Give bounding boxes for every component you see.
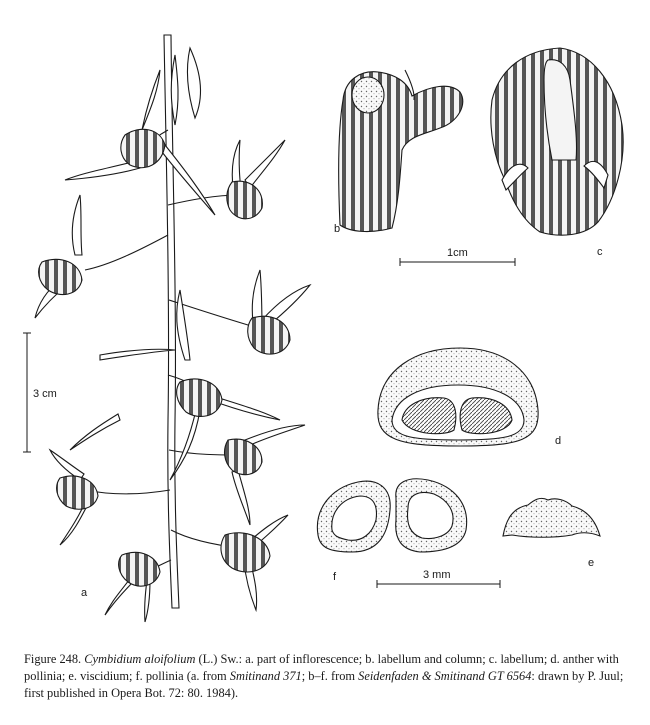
caption-figure-number: Figure 248. <box>24 652 85 666</box>
caption-collection-2: Seidenfaden & Smitinand GT 6564 <box>358 669 532 683</box>
viscidium-drawing <box>503 498 600 537</box>
panel-label-b: b <box>334 223 341 235</box>
scale-bar-labellum <box>400 258 515 266</box>
caption-text-3: : drawn by P. Juul; first published in Opera Bot. 72: 80. 1984). <box>24 669 624 700</box>
inflorescence-drawing <box>35 35 310 622</box>
scale-label-stem: 3 cm <box>33 388 57 400</box>
caption-collection-1: Smitinand 371 <box>229 669 302 683</box>
scale-bar-stem <box>23 333 31 452</box>
panel-label-a: a <box>81 587 88 599</box>
scale-label-labellum: 1cm <box>447 247 468 259</box>
panel-label-e: e <box>588 557 595 569</box>
caption-text-2: ; b–f. from <box>301 669 359 683</box>
labellum-column-drawing <box>339 70 463 232</box>
panel-label-d: d <box>555 435 562 447</box>
pollinia-drawing <box>317 479 466 552</box>
labellum-drawing <box>491 48 623 235</box>
scale-bar-pollinia <box>377 580 500 588</box>
panel-label-f: f <box>333 571 337 583</box>
caption-species-name: Cymbidium aloifolium <box>84 652 196 666</box>
panel-label-c: c <box>597 246 603 258</box>
figure-caption <box>24 651 634 702</box>
scale-label-pollinia: 3 mm <box>423 569 451 581</box>
caption-text-1: (L.) Sw.: a. part of inflorescence; b. labellum and column; c. labellum; d. anther with pollinia; e. viscidium; f. pollinia (a. from <box>24 652 619 683</box>
anther-drawing <box>378 348 538 446</box>
